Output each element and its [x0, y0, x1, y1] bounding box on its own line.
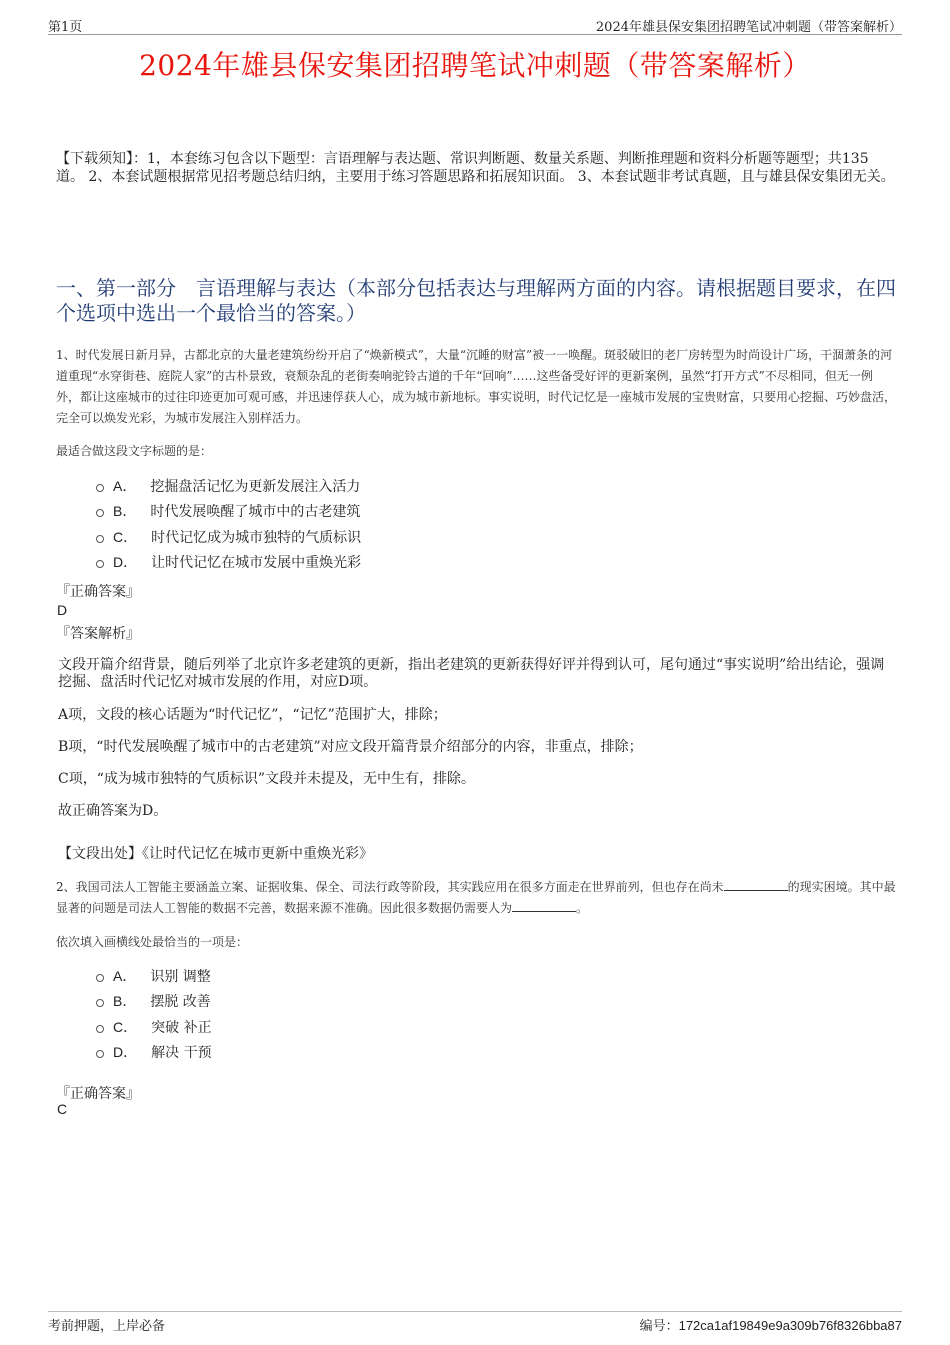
section-heading: 一、第一部分 言语理解与表达（本部分包括表达与理解两方面的内容。请根据题目要求，在四个选项中选出一个最恰当的答案。）: [56, 276, 896, 325]
option-b[interactable]: [96, 989, 696, 1015]
option-c[interactable]: [96, 1014, 696, 1040]
analysis-paragraph: A项，文段的核心话题为“时代记忆”，“记忆”范围扩大，排除；: [58, 707, 447, 723]
passage-source: [58, 843, 373, 863]
option-text: 时代发展唤醒了城市中的古老建筑: [150, 504, 361, 521]
option-text: 解决 干预: [151, 1045, 212, 1062]
option-text: 时代记忆成为城市独特的气质标识: [151, 529, 362, 546]
question-2-options: [96, 963, 696, 1065]
question-1-prompt: 最适合做这段文字标题的是：: [56, 444, 213, 458]
correct-answer: C: [57, 1101, 68, 1117]
radio-button[interactable]: [96, 535, 104, 543]
question-2-text-part: 的现实困境。其中最显著的问题是司法人工智能的数据不完善，数据来源不准确。因此很多数据仍需要人为: [56, 880, 896, 915]
option-letter: B．: [113, 993, 137, 1010]
question-2-prompt: 依次填入画横线处最恰当的一项是：: [56, 935, 249, 949]
option-text: 突破 补正: [151, 1019, 212, 1036]
analysis-label: 『答案解析』: [56, 626, 140, 642]
option-d[interactable]: [96, 1040, 696, 1066]
correct-answer: D: [57, 602, 68, 618]
fill-blank: [724, 878, 788, 891]
option-letter: C．: [113, 1018, 138, 1035]
option-d[interactable]: [96, 550, 696, 576]
analysis-paragraph: B项，“时代发展唤醒了城市中的古老建筑”对应文段开篇背景介绍部分的内容，非重点，排除；: [58, 739, 643, 755]
option-a[interactable]: [96, 963, 696, 989]
page-footer: [48, 1311, 902, 1336]
correct-answer-label: 『正确答案』: [56, 1086, 140, 1102]
radio-button[interactable]: [96, 1025, 104, 1033]
question-1-options: [96, 473, 696, 575]
question-1-text: 1、时代发展日新月异，古都北京的大量老建筑纷纷开启了“焕新模式”，大量“沉睡的财富”被一一唤醒。斑驳破旧的老厂房转型为时尚设计广场，干涸萧条的河道重现“水穿街巷、庭院人家”的古朴景致，衰颓杂乱的老街奏响驼铃古道的千年“回响”……这些备受好评的更新案例，虽然“打开方式”不尽相同，但无一例外，都让这座城市的过往印迹更加可观可感，并迅速俘获人心，成为城市新地标。事实说明，时代记忆是一座城市发展的宝贵财富，只要用心挖掘、巧妙盘活，完全可以焕发光彩，为城市发展注入别样活力。: [56, 348, 897, 425]
document-title: 2024年雄县保安集团招聘笔试冲刺题（带答案解析）: [139, 49, 811, 82]
analysis-paragraph: 文段开篇介绍背景，随后列举了北京许多老建筑的更新，指出老建筑的更新获得好评并得到认可，尾句通过“事实说明”给出结论，强调挖掘、盘活时代记忆对城市发展的作用，对应D项。: [58, 657, 885, 690]
option-b[interactable]: [96, 499, 696, 525]
answer-analysis: [58, 657, 894, 835]
option-text: 识别 调整: [150, 968, 211, 985]
source-label: 【文段出处】: [58, 846, 142, 862]
radio-button[interactable]: [96, 509, 104, 517]
question-2-text: [56, 877, 896, 919]
analysis-paragraph: 故正确答案为D。: [58, 803, 168, 819]
question-2-text-part: 2、我国司法人工智能主要涵盖立案、证据收集、保全、司法行政等阶段，其实践应用在很多方面走在世界前列，但也存在尚未: [56, 880, 724, 894]
fill-blank: [512, 899, 576, 912]
code-label: 编号：: [639, 1319, 679, 1334]
option-a[interactable]: [96, 473, 696, 499]
correct-answer-label: 『正确答案』: [56, 584, 140, 600]
code-value: 172ca1af19849e9a309b76f8326bba87: [678, 1318, 902, 1333]
footer-slogan: 考前押题，上岸必备: [48, 1319, 166, 1334]
option-text: 让时代记忆在城市发展中重焕光彩: [151, 555, 362, 572]
option-letter: D．: [113, 554, 138, 571]
option-letter: A．: [113, 477, 137, 494]
radio-button[interactable]: [96, 484, 104, 492]
radio-button[interactable]: [96, 974, 104, 982]
option-letter: C．: [113, 528, 138, 545]
option-letter: B．: [113, 503, 137, 520]
page-header: [48, 14, 902, 35]
option-letter: D．: [113, 1044, 138, 1061]
source-title: 《让时代记忆在城市更新中重焕光彩》: [142, 846, 373, 862]
document-code: [640, 1315, 902, 1334]
radio-button[interactable]: [96, 560, 104, 568]
header-doc-title: 2024年雄县保安集团招聘笔试冲刺题（带答案解析）: [595, 20, 902, 35]
option-text: 挖掘盘活记忆为更新发展注入活力: [150, 478, 361, 495]
page-number: 第1页: [48, 20, 83, 35]
download-notice: 【下载须知】：1，本套练习包含以下题型：言语理解与表达题、常识判断题、数量关系题、判断推理题和资料分析题等题型；共135道。 2、本套试题根据常见招考题总结归纳，主要用于练习答题思路和拓展知识面。 3、本套试题非考试真题，且与雄县保安集团无关。: [56, 151, 895, 185]
option-text: 摆脱 改善: [150, 994, 211, 1011]
option-c[interactable]: [96, 524, 696, 550]
question-2-text-part: 。: [576, 901, 589, 915]
radio-button[interactable]: [96, 999, 104, 1007]
radio-button[interactable]: [96, 1050, 104, 1058]
analysis-paragraph: C项，“成为城市独特的气质标识”文段并未提及，无中生有，排除。: [58, 771, 476, 787]
option-letter: A．: [113, 967, 137, 984]
